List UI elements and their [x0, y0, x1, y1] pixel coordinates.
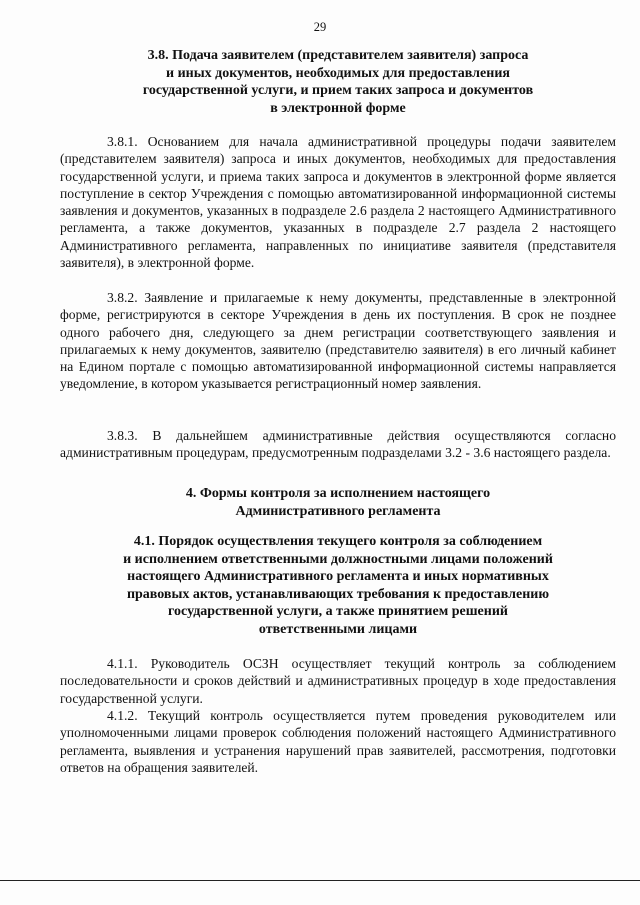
heading-line: и иных документов, необходимых для предоставления [166, 65, 510, 81]
section-3-8-heading [60, 47, 616, 117]
paragraph-3-8-1: 3.8.1. Основанием для начала административной процедуры подачи заявителем (представителем заявителя) запроса и иных документов, необходимых для предоставления государственной услуги, и приема таких запроса и документов в электронной форме является поступление в сектор Учреждения с помощью автоматизированной информационной системы заявления и документов, указанных в подразделе 2.6 раздела 2 настоящего Административного регламента, а также документов, указанных в подразделе 2.7 раздела 2 настоящего Административного регламента, направленных по инициативе заявителя (представителя заявителя), в электронной форме. [60, 134, 616, 271]
paragraph-4-1-1: 4.1.1. Руководитель ОСЗН осуществляет текущий контроль за соблюдением последовательности и сроков действий и административных процедур в ходе предоставления государственной услуги. [60, 656, 616, 706]
heading-line: государственной услуги, и прием таких запроса и документов [142, 83, 534, 98]
section-4-heading [60, 485, 616, 520]
heading-line: 4.1. Порядок осуществления текущего контроля за соблюдением [133, 534, 543, 549]
heading-line: 4. Формы контроля за исполнением настоящего [185, 486, 491, 501]
heading-line: правовых актов, устанавливающих требования к предоставлению [126, 586, 550, 602]
heading-line: 3.8. Подача заявителем (представителем заявителя) запроса [147, 48, 529, 63]
paragraph-3-8-3: 3.8.3. В дальнейшем административные действия осуществляются согласно административным процедурам, предусмотренным подразделами 3.2 - 3.6 настоящего раздела. [60, 428, 616, 461]
heading-line: Административного регламента [235, 503, 441, 519]
paragraph-4-1-2: 4.1.2. Текущий контроль осуществляется путем проведения руководителем или уполномоченными лицами проверок соблюдения положений настоящего Административного регламента, выявления и устранения нарушений прав заявителей, рассмотрения, подготовки ответов на обращения заявителей. [60, 708, 616, 775]
section-4-1-heading [60, 533, 616, 638]
heading-line: настоящего Административного регламента и иных нормативных [127, 569, 549, 584]
page-number: 29 [313, 20, 327, 34]
paragraph-3-8-2: 3.8.2. Заявление и прилагаемые к нему документы, представленные в электронной форме, регистрируются в секторе Учреждения в день их поступления. В срок не позднее одного рабочего дня, следующего за днем регистрации соответствующего заявления и прилагаемых к нему документов, заявителю (представителю заявителя) в его личный кабинет на Едином портале с помощью автоматизированной информационной системы направляется уведомление, в котором указывается регистрационный номер заявления. [60, 290, 616, 392]
bottom-rule [0, 880, 640, 881]
heading-line: и исполнением ответственными должностными лицами положений [123, 551, 553, 567]
heading-line: государственной услуги, а также принятием решений [168, 604, 508, 619]
heading-line: в электронной форме [270, 100, 406, 116]
heading-line: ответственными лицами [258, 621, 418, 637]
